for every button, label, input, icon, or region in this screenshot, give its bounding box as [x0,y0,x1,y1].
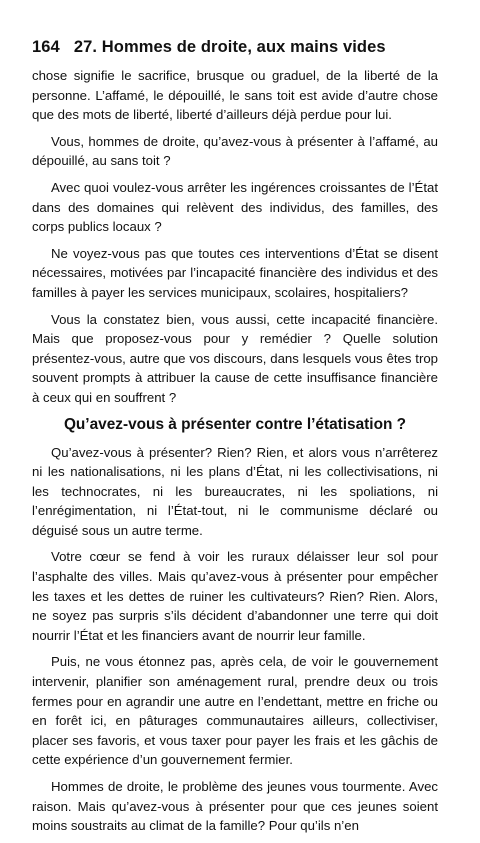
paragraph: Hommes de droite, le problème des jeunes vous tourmente. Avec raison. Mais qu’avez-vous à présenter pour que ces jeunes soient moins soustraits au climat de la famille? Pour qu’ils n’en [32,779,438,834]
page-number: 164 [32,38,60,56]
paragraph: Votre cœur se fend à voir les ruraux délaisser leur sol pour l’asphalte des villes. Mais qu’avez-vous à présenter pour empêcher les taxes et les dettes de ruiner les cultivateurs? Rien? Rien. Alors, ne soyez pas surpris s’ils décident d’abandonner une terre qui doit nourrir l’État et les financiers avant de nourrir leur famille. [32,549,438,643]
paragraph: Avec quoi voulez-vous arrêter les ingérences croissantes de l’État dans des domaines qui relèvent des individus, des familles, des corps publics locaux ? [32,179,438,235]
paragraph: chose signifie le sacrifice, brusque ou graduel, de la liberté de la personne. L’affamé, le dépouillé, le sans toit est avide d’autre chose que des mots de liberté, liberté d’ailleurs déjà perdue pour lui. [32,68,438,123]
body-text [32,66,438,843]
paragraph: Vous, hommes de droite, qu’avez-vous à présenter à l’affamé, au dépouillé, au sans toit ? [32,133,438,169]
paragraph: Vous la constatez bien, vous aussi, cette incapacité financière. Mais que proposez-vous pour y remédier ? Quelle solution présentez-vous, autre que vos discours, dans lesquels vous êtes trop souvent prompts à attribuer la cause de cette insuffisance financière à ceux qui en souffrent ? [32,311,438,405]
chapter-title: 27. Hommes de droite, aux mains vides [73,38,386,56]
paragraph: Qu’avez-vous à présenter? Rien? Rien, et alors vous n’arrêterez ni les nationalisations, ni les plans d’État, ni les collectivisations, ni les technocrates, ni les bureaucrates, ni les spoliations, ni l’enrégimentation, ni l’État-tout, ni le communisme déclaré ou déguisé sous un autre terme. [32,444,438,538]
section-heading: Qu’avez-vous à présenter contre l’étatisation ? [63,415,407,433]
paragraph: Puis, ne vous étonnez pas, après cela, de voir le gouvernement intervenir, planifier son aménagement rural, prendre deux ou trois fermes pour en agrandir une autre en l’endettant, mettre en friche ou en forêt ici, en pâturages communautaires ailleurs, collectiviser, placer ses favoris, et vous taxer pour payer les frais et les gâchis de cette expérience d’un gouvernement fermier. [32,654,438,768]
running-header [32,38,386,57]
paragraph: Ne voyez-vous pas que toutes ces interventions d’État se disent nécessaires, motivées par l’incapacité financière des individus et des familles à payer les services municipaux, scolaires, hospitaliers? [32,245,438,300]
